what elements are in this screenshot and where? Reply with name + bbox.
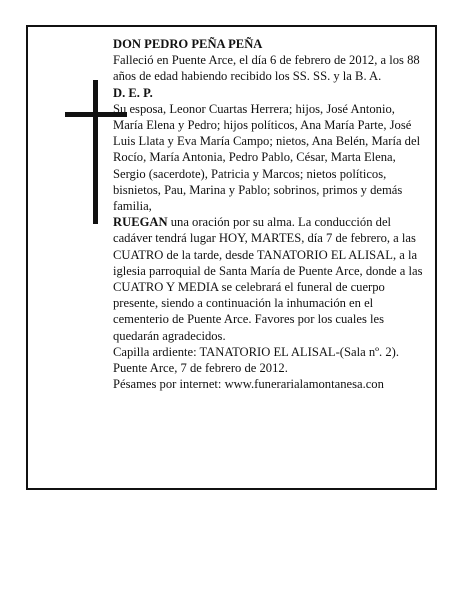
request-text: una oración por su alma. La conducción del cadáver tendrá lugar HOY, MARTES, día 7 de febrero, a las CUATRO de la tarde, desde TANATORIO EL ALISAL, a la iglesia parroquial de Santa María de Puente Arce, donde a las CUATRO Y MEDIA se celebrará el funeral de cuerpo presente, siendo a continuación la inhumación en el cementerio de Puente Arce. Favores por los cuales les quedarán agradecidos. [113, 215, 423, 343]
deceased-name: DON PEDRO PEÑA PEÑA [113, 37, 263, 51]
condolences-info: Pésames por internet: www.funerarialamontanesa.con [113, 377, 384, 392]
service-request [113, 214, 427, 344]
chapel-info: Capilla ardiente: TANATORIO EL ALISAL-(Sala nº. 2). [113, 344, 399, 359]
cross-vertical-bar [93, 80, 98, 224]
place-date: Puente Arce, 7 de febrero de 2012. [113, 361, 288, 376]
notice-body [113, 36, 427, 392]
family-list: Su esposa, Leonor Cuartas Herrera; hijos, José Antonio, María Elena y Pedro; hijos políticos, Ana María Parte, José Luis Llata y Eva María Campo; nietos, Ana Belén, María del Rocío, María Antonia, Pedro Pablo, César, Marta Elena, Sergio (sacerdote), Patricia y Marcos; nietos políticos, bisnietos, Pau, Marina y Pablo; sobrinos, primos y demás familia, [113, 101, 421, 214]
request-lead: RUEGAN [113, 215, 168, 230]
death-statement: Falleció en Puente Arce, el día 6 de febrero de 2012, a los 88 años de edad habiendo recibido los SS. SS. y la B. A. [113, 53, 420, 84]
rest-in-peace: D. E. P. [113, 85, 153, 100]
